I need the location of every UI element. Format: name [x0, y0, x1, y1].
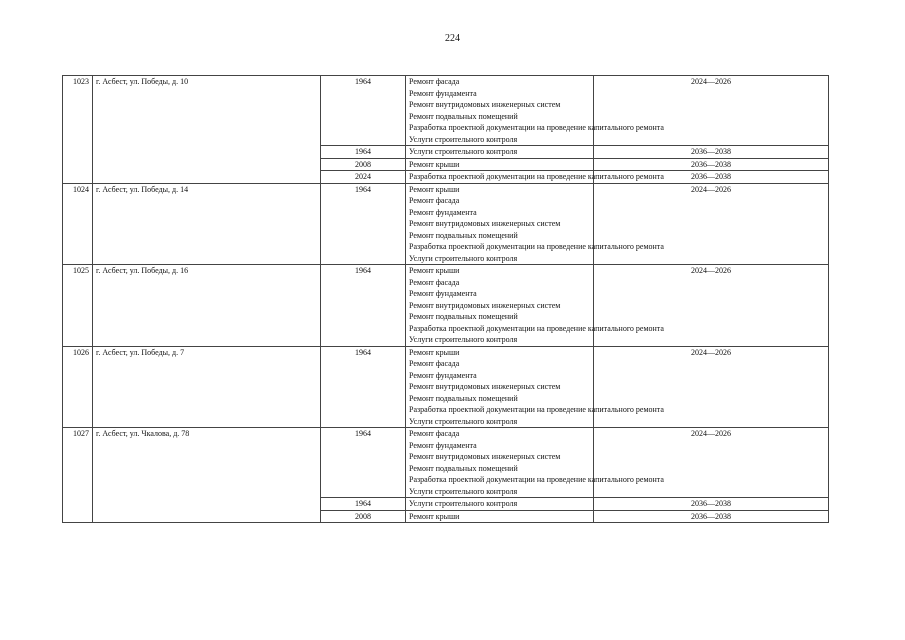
- work-item: Услуги строительного контроля: [409, 147, 518, 156]
- year-cell: 2024: [321, 171, 406, 184]
- period-cell: 2024—2026: [594, 183, 829, 265]
- work-item: Ремонт фасада: [409, 359, 460, 368]
- work-item: Услуги строительного контроля: [409, 416, 518, 426]
- period-cell: 2036—2038: [594, 158, 829, 171]
- house-address: г. Асбест, ул. Победы, д. 14: [93, 183, 321, 265]
- work-item: Разработка проектной документации на проведение капитального ремонта: [409, 475, 664, 484]
- work-item: Ремонт подвальных помещений: [409, 111, 518, 121]
- table-row: [63, 183, 829, 265]
- period-cell: 2024—2026: [594, 265, 829, 347]
- house-address: г. Асбест, ул. Победы, д. 10: [93, 76, 321, 184]
- house-address: г. Асбест, ул. Победы, д. 7: [93, 346, 321, 428]
- work-item: Ремонт внутридомовых инженерных систем: [409, 100, 561, 109]
- work-item: Ремонт подвальных помещений: [409, 393, 518, 403]
- capital-repair-table: [62, 75, 829, 523]
- table-row: [63, 428, 829, 498]
- work-item: Разработка проектной документации на проведение капитального ремонта: [409, 242, 664, 251]
- year-cell: 1964: [321, 346, 406, 428]
- work-item: Ремонт подвальных помещений: [409, 312, 518, 321]
- work-item: Разработка проектной документации на проведение капитального ремонта: [409, 323, 664, 333]
- work-item: Ремонт фундамента: [409, 440, 477, 450]
- work-item: Услуги строительного контроля: [409, 253, 518, 263]
- works-cell: [406, 346, 664, 428]
- work-item: Ремонт подвальных помещений: [409, 463, 518, 473]
- work-item: Ремонт фасада: [409, 429, 460, 438]
- works-cell: [406, 76, 664, 146]
- work-item: Ремонт фундамента: [409, 207, 477, 217]
- work-item: Ремонт крыши: [409, 511, 460, 521]
- work-item: Ремонт внутридомовых инженерных систем: [409, 300, 561, 310]
- year-cell: 1964: [321, 76, 406, 146]
- work-item: Ремонт фундамента: [409, 370, 477, 380]
- work-item: Ремонт крыши: [409, 266, 460, 275]
- house-number: 1024: [63, 183, 93, 265]
- year-cell: 1964: [321, 428, 406, 498]
- works-cell: [406, 171, 664, 184]
- year-cell: 1964: [321, 265, 406, 347]
- work-item: Разработка проектной документации на проведение капитального ремонта: [409, 172, 664, 181]
- work-item: Разработка проектной документации на проведение капитального ремонта: [409, 123, 664, 132]
- year-cell: 2008: [321, 158, 406, 171]
- period-cell: 2024—2026: [594, 76, 829, 146]
- work-item: Ремонт фундамента: [409, 289, 477, 298]
- works-cell: [406, 146, 594, 159]
- house-address: г. Асбест, ул. Чкалова, д. 78: [93, 428, 321, 523]
- work-item: Ремонт внутридомовых инженерных систем: [409, 452, 561, 461]
- work-item: Ремонт подвальных помещений: [409, 230, 518, 240]
- year-cell: 2008: [321, 510, 406, 523]
- works-cell: [406, 265, 664, 347]
- work-item: Ремонт фасада: [409, 77, 460, 86]
- year-cell: 1964: [321, 498, 406, 511]
- table-row: [63, 346, 829, 428]
- work-item: Ремонт внутридомовых инженерных систем: [409, 219, 561, 228]
- work-item: Ремонт крыши: [409, 347, 460, 357]
- table-row: [63, 265, 829, 347]
- work-item: Ремонт фундамента: [409, 88, 477, 98]
- house-address: г. Асбест, ул. Победы, д. 16: [93, 265, 321, 347]
- house-number: 1025: [63, 265, 93, 347]
- work-item: Ремонт внутридомовых инженерных систем: [409, 382, 561, 391]
- period-cell: 2036—2038: [594, 171, 829, 184]
- period-cell: 2036—2038: [594, 498, 829, 511]
- work-item: Услуги строительного контроля: [409, 335, 518, 344]
- work-item: Услуги строительного контроля: [409, 486, 518, 496]
- work-item: Ремонт крыши: [409, 159, 460, 169]
- year-cell: 1964: [321, 146, 406, 159]
- work-item: Услуги строительного контроля: [409, 499, 518, 508]
- works-cell: [406, 183, 664, 265]
- house-number: 1023: [63, 76, 93, 184]
- period-cell: 2024—2026: [594, 346, 829, 428]
- year-cell: 1964: [321, 183, 406, 265]
- work-item: Ремонт фасада: [409, 196, 460, 205]
- work-item: Разработка проектной документации на проведение капитального ремонта: [409, 405, 664, 414]
- house-number: 1026: [63, 346, 93, 428]
- works-cell: [406, 510, 594, 523]
- works-cell: [406, 158, 594, 171]
- works-cell: [406, 498, 594, 511]
- period-cell: 2036—2038: [594, 146, 829, 159]
- period-cell: 2036—2038: [594, 510, 829, 523]
- period-cell: 2024—2026: [594, 428, 829, 498]
- work-item: Ремонт фасада: [409, 277, 460, 287]
- table-row: [63, 76, 829, 146]
- house-number: 1027: [63, 428, 93, 523]
- work-item: Ремонт крыши: [409, 184, 460, 194]
- work-item: Услуги строительного контроля: [409, 134, 518, 144]
- works-cell: [406, 428, 664, 498]
- page-number: 224: [445, 33, 460, 44]
